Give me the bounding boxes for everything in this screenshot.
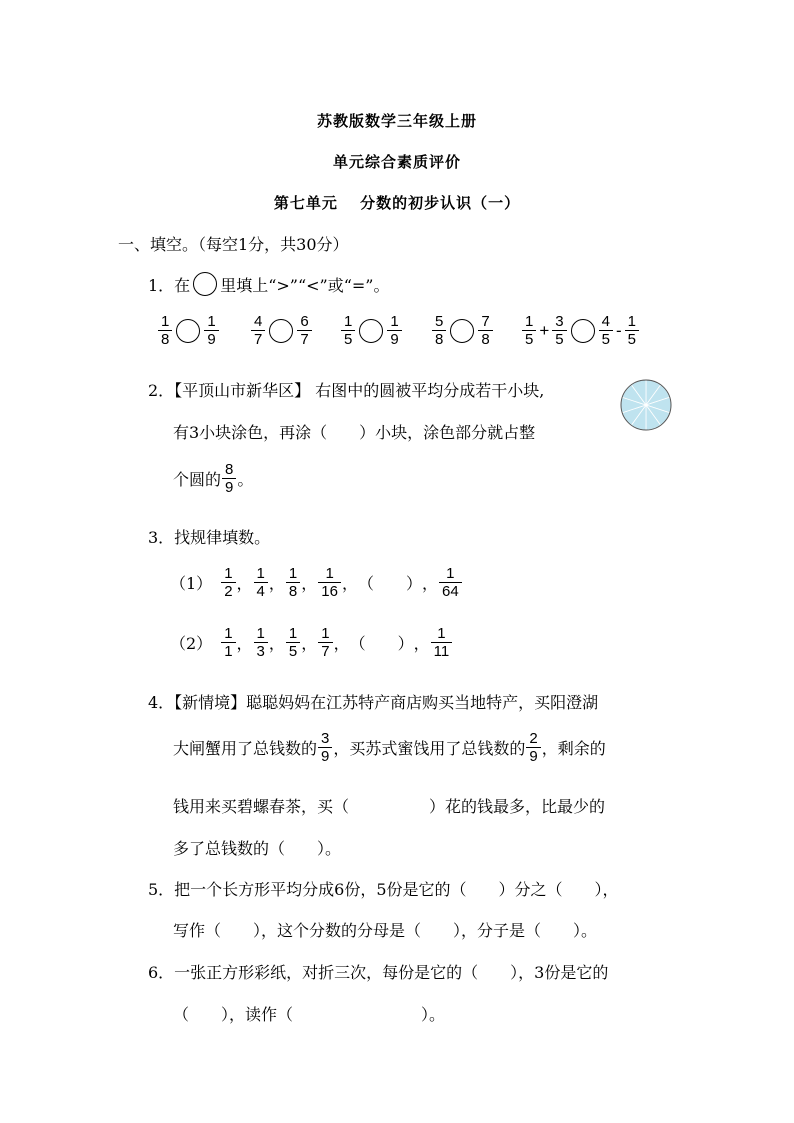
denominator: 8 (286, 582, 300, 600)
numerator: 8 (225, 461, 234, 478)
numerator: 1 (344, 313, 353, 330)
fraction (478, 313, 492, 348)
denominator: 2 (221, 582, 235, 600)
denominator: 4 (254, 582, 268, 600)
numerator: 1 (525, 313, 534, 330)
denominator: 9 (222, 478, 236, 496)
fraction (318, 565, 341, 600)
denominator: 8 (478, 330, 492, 348)
fraction (221, 625, 235, 660)
denominator: 1 (221, 642, 235, 660)
numerator: 1 (325, 565, 334, 582)
numerator: 7 (481, 313, 490, 330)
numerator: 1 (627, 313, 636, 330)
denominator: 16 (318, 582, 341, 600)
fraction (251, 313, 265, 348)
q1-instruction (148, 272, 390, 296)
q3-title: 3．找规律填数。 (148, 528, 271, 547)
q3-row2-label: （2） (170, 634, 213, 653)
numerator: 1 (437, 625, 446, 642)
q1-item-1 (157, 313, 220, 348)
fraction (318, 730, 332, 765)
q1-pre: 1．在 (148, 275, 191, 295)
denominator: 5 (625, 330, 639, 348)
fraction (297, 313, 311, 348)
numerator: 3 (321, 730, 330, 747)
q4-line1: 4．【新情境】聪聪妈妈在江苏特产商店购买当地特产，买阳澄湖 (148, 693, 599, 712)
denominator: 9 (204, 330, 218, 348)
q6-line2: （ ），读作（ ）。 (173, 1005, 446, 1024)
denominator: 9 (318, 747, 332, 765)
numerator: 1 (321, 625, 330, 642)
q4-line2-b: ，买苏式蜜饯用了总钱数的 (333, 739, 526, 758)
numerator: 1 (161, 313, 170, 330)
fraction (158, 313, 172, 348)
numerator: 1 (288, 625, 298, 642)
fraction (286, 625, 300, 660)
minus-sign: - (615, 320, 622, 340)
answer-circle[interactable] (450, 319, 474, 343)
numerator: 2 (529, 730, 538, 747)
q1-item-3 (340, 313, 403, 348)
answer-circle[interactable] (176, 319, 200, 343)
answer-circle[interactable] (571, 319, 595, 343)
q2-line3-text: 个圆的 (173, 470, 222, 489)
q5-line2: 写作（ ），这个分数的分母是（ ），分子是（ ）。 (173, 921, 598, 940)
denominator: 3 (254, 642, 268, 660)
numerator: 1 (256, 625, 265, 642)
doc-subtitle: 单元综合素质评价 (332, 153, 461, 171)
numerator: 6 (300, 313, 309, 330)
q3-row2: （2） $\frac{1}{1}$ ， $\frac{1}{3}$ ， $\frac{1}{5}$ ， $\frac{1}{7}$ ， （ ） ， $\frac{1}{11}$ (170, 625, 453, 660)
q4-line3: 钱用来买碧螺春茶，买（ ）花的钱最多，比最少的 (173, 797, 606, 816)
numerator: 1 (256, 565, 265, 582)
denominator: 8 (432, 330, 446, 348)
q4-line2-c: ，剩余的 (541, 739, 606, 758)
numerator: 1 (224, 625, 233, 642)
fraction (254, 625, 268, 660)
fraction (552, 313, 566, 348)
fraction (318, 625, 332, 660)
denominator: 5 (341, 330, 355, 348)
numerator: 1 (446, 565, 455, 582)
numerator: 1 (207, 313, 216, 330)
fraction (221, 565, 235, 600)
answer-blank[interactable]: （ ） (357, 574, 422, 593)
numerator: 1 (224, 565, 233, 582)
fraction (522, 313, 536, 348)
q4-line2 (173, 730, 606, 765)
fraction (341, 313, 355, 348)
fraction (599, 313, 613, 348)
fraction (222, 461, 236, 496)
fraction (439, 565, 462, 600)
compare-circle-icon (193, 272, 217, 296)
q2-line1: 2．【平顶山市新华区】 右图中的圆被平均分成若干小块, (148, 381, 545, 400)
denominator: 7 (297, 330, 311, 348)
q1-item-4 (431, 313, 494, 348)
fraction (387, 313, 401, 348)
denominator: 5 (599, 330, 613, 348)
q2-line3-end: 。 (237, 470, 254, 489)
answer-blank[interactable]: （ ） (349, 634, 414, 653)
denominator: 5 (522, 330, 536, 348)
fraction (204, 313, 218, 348)
numerator: 4 (601, 313, 610, 330)
numerator: 5 (435, 313, 444, 330)
fraction (286, 565, 300, 600)
q1-post: 里填上“>”“<”或“=”。 (220, 275, 390, 295)
denominator: 7 (251, 330, 265, 348)
q4-line2-a: 大闸蟹用了总钱数的 (173, 739, 318, 758)
denominator: 5 (286, 642, 300, 660)
answer-circle[interactable] (359, 319, 383, 343)
fraction (526, 730, 540, 765)
q6-line1: 6．一张正方形彩纸，对折三次，每份是它的（ ），3份是它的 (148, 963, 609, 982)
fraction (431, 625, 453, 660)
section-heading: 一、填空。（每空1分，共30分） (118, 235, 349, 254)
q4-line4: 多了总钱数的（ ）。 (173, 839, 342, 858)
fraction (625, 313, 639, 348)
denominator: 7 (318, 642, 332, 660)
q1-item-5 (521, 313, 640, 348)
q1-item-2 (250, 313, 313, 348)
denominator: 9 (526, 747, 540, 765)
q5-line1: 5．把一个长方形平均分成6份，5份是它的（ ）分之（ ）， (148, 880, 619, 899)
q2-line3 (173, 461, 253, 496)
denominator: 8 (158, 330, 172, 348)
doc-title: 苏教版数学三年级上册 (316, 112, 477, 130)
q3-row1: （1） $\frac{1}{2}$ ， $\frac{1}{4}$ ， $\frac{1}{8}$ ， $\frac{1}{16}$ ， （ ） ， $\frac{1}{64}$ (170, 565, 463, 600)
denominator: 9 (387, 330, 401, 348)
fraction (432, 313, 446, 348)
numerator: 1 (288, 565, 298, 582)
plus-sign: + (539, 320, 550, 340)
q2-line2: 有3小块涂色，再涂（ ）小块，涂色部分就占整 (173, 423, 536, 442)
denominator: 64 (439, 582, 462, 600)
answer-circle[interactable] (269, 319, 293, 343)
fraction (254, 565, 268, 600)
divided-circle-diagram (619, 378, 673, 432)
numerator: 3 (555, 313, 564, 330)
denominator: 5 (552, 330, 566, 348)
numerator: 1 (390, 313, 399, 330)
numerator: 4 (254, 313, 263, 330)
denominator: 11 (431, 642, 453, 660)
unit-title: 第七单元 分数的初步认识（一） (273, 194, 521, 212)
q3-row1-label: （1） (170, 574, 213, 593)
